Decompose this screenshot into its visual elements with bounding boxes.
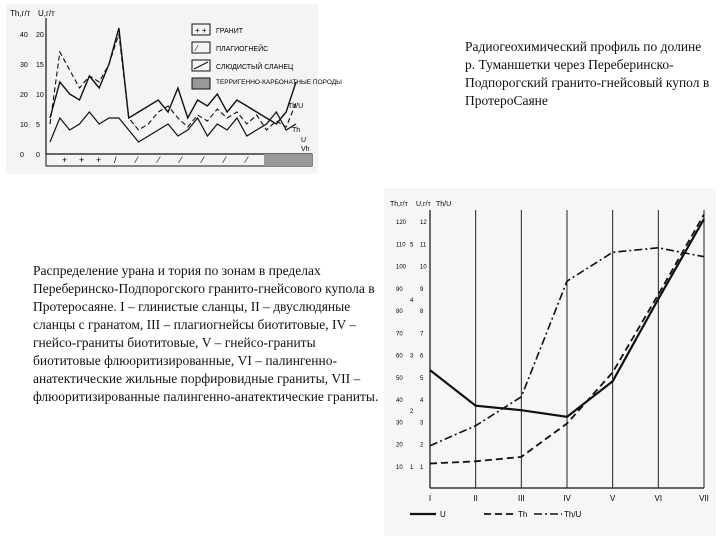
ylabel-th: Th,г/т — [390, 201, 408, 208]
tick-th: 40 — [396, 398, 403, 405]
profile-tick-u: 15 — [36, 62, 44, 69]
profile-tick-th: 40 — [20, 32, 28, 39]
rock-strip-symbols — [62, 155, 249, 165]
profile-curve-label-thu: Th/U — [288, 103, 304, 110]
tick-th: 60 — [396, 353, 403, 360]
x-tick-label: V — [609, 494, 616, 503]
tick-th: 50 — [396, 375, 403, 382]
tick-u: 5 — [420, 375, 424, 382]
tick-th: 80 — [396, 309, 403, 316]
tick-u: 6 — [420, 353, 424, 360]
legend-schist: СЛЮДИСТЫЙ СЛАНЕЦ — [216, 64, 294, 71]
tick-th: 30 — [396, 420, 403, 427]
profile-tick-th: 0 — [20, 152, 24, 159]
tick-th: 10 — [396, 464, 403, 471]
svg-text:⁄: ⁄ — [136, 155, 138, 165]
tick-u: 11 — [420, 242, 427, 249]
x-tick-label: VI — [654, 494, 663, 503]
svg-text:+: + — [62, 155, 68, 165]
profile-tick-u: 20 — [36, 32, 44, 39]
tick-u: 10 — [420, 264, 427, 271]
profile-tick-u: 0 — [36, 152, 40, 159]
legend-swatch-plagiogneiss — [192, 42, 210, 53]
zone-chart — [384, 188, 716, 536]
ylabel-thu: Th/U — [436, 201, 452, 208]
svg-text:⁄: ⁄ — [246, 155, 248, 165]
tick-thu: 2 — [410, 409, 414, 416]
tick-thu: 3 — [410, 353, 414, 360]
x-tick-label: II — [473, 494, 478, 503]
profile-ylabel-th: Th,г/т — [10, 9, 31, 18]
profile-tick-u: 5 — [36, 122, 40, 129]
x-tick-label: III — [517, 494, 525, 503]
chart-legend — [410, 510, 582, 519]
legend-thu: Th/U — [564, 510, 582, 519]
profile-curve-label-vh: Vh — [301, 146, 310, 153]
tick-u: 4 — [420, 398, 424, 405]
tick-u: 12 — [420, 220, 427, 227]
tick-u: 8 — [420, 309, 424, 316]
legend-swatch-schist-glyph — [194, 62, 208, 69]
tick-th: 70 — [396, 331, 403, 338]
svg-text:+: + — [96, 155, 102, 165]
profile-tick-th: 20 — [20, 92, 28, 99]
svg-text:⁄: ⁄ — [158, 155, 160, 165]
tick-thu: 1 — [410, 464, 414, 471]
legend-swatch-granite-glyph: + + — [195, 26, 207, 35]
tick-th: 120 — [396, 220, 407, 227]
radiogeochemical-profile-figure — [6, 4, 342, 174]
zone-distribution-figure — [384, 188, 716, 536]
tick-u: 2 — [420, 442, 424, 449]
profile-tick-u: 10 — [36, 92, 44, 99]
tick-th: 20 — [396, 442, 403, 449]
legend-u: U — [440, 510, 446, 519]
svg-text:/: / — [114, 155, 117, 165]
profile-curve-thu — [50, 112, 296, 142]
profile-ylabel-u: U,г/т — [38, 9, 55, 18]
legend-terrigenous: ТЕРРИГЕННО-КАРБОНАТНЫЕ ПОРОДЫ — [216, 79, 342, 86]
legend-swatch-terrigenous — [192, 78, 210, 89]
tick-u: 1 — [420, 464, 424, 471]
x-tick-label: I — [428, 494, 432, 503]
tick-thu: 4 — [410, 297, 414, 304]
x-tick-label: VII — [699, 494, 709, 503]
caption-uranium-thorium: Распределение урана и тория по зонам в пределах Переберинско-Подпорогского гранито-гнейсового купола в Протеросаяне. I – глинистые сланцы, II – двуслюдяные сланцы с гранатом, III – плагиогнейсы биотитовые, IV – гнейсо-граниты биотитовые, V – гнейсо-граниты биотитовые флюоритизированные, VI – палингенно-анатектические жильные порфировидные граниты, VII – флюоритизированные палингенно-анатектические граниты. — [33, 263, 379, 404]
legend-plagiogneiss: ПЛАГИОГНЕЙС — [216, 46, 269, 53]
tick-thu: 5 — [410, 242, 414, 249]
caption-profile: Радиогеохимический профиль по долине р. Туманшетки через Переберинско-Подпорогский гранито-гнейсовый купол в ПротероСаяне — [465, 39, 710, 108]
profile-legend — [192, 24, 342, 89]
svg-text:⁄: ⁄ — [202, 155, 204, 165]
tick-th: 90 — [396, 286, 403, 293]
tick-u: 9 — [420, 286, 424, 293]
x-tick-label: IV — [563, 494, 571, 503]
tick-u: 7 — [420, 331, 424, 338]
profile-plot — [6, 4, 342, 174]
profile-curve-label-th: Th — [292, 127, 301, 134]
profile-tick-th: 10 — [20, 122, 28, 129]
profile-curve-label-u: U — [301, 137, 307, 144]
profile-tick-th: 30 — [20, 62, 28, 69]
profile-curve-u — [50, 28, 296, 124]
terrigenous-strip — [264, 154, 312, 166]
legend-granite: ГРАНИТ — [216, 28, 244, 35]
svg-text:+: + — [79, 155, 85, 165]
svg-text:⁄: ⁄ — [180, 155, 182, 165]
tick-th: 100 — [396, 264, 407, 271]
tick-u: 3 — [420, 420, 424, 427]
legend-th: Th — [518, 510, 528, 519]
legend-swatch-plagiogneiss-glyph: ⁄ — [196, 44, 198, 53]
ylabel-u: U,г/т — [416, 201, 431, 208]
tick-th: 110 — [396, 242, 406, 249]
svg-text:⁄: ⁄ — [224, 155, 226, 165]
